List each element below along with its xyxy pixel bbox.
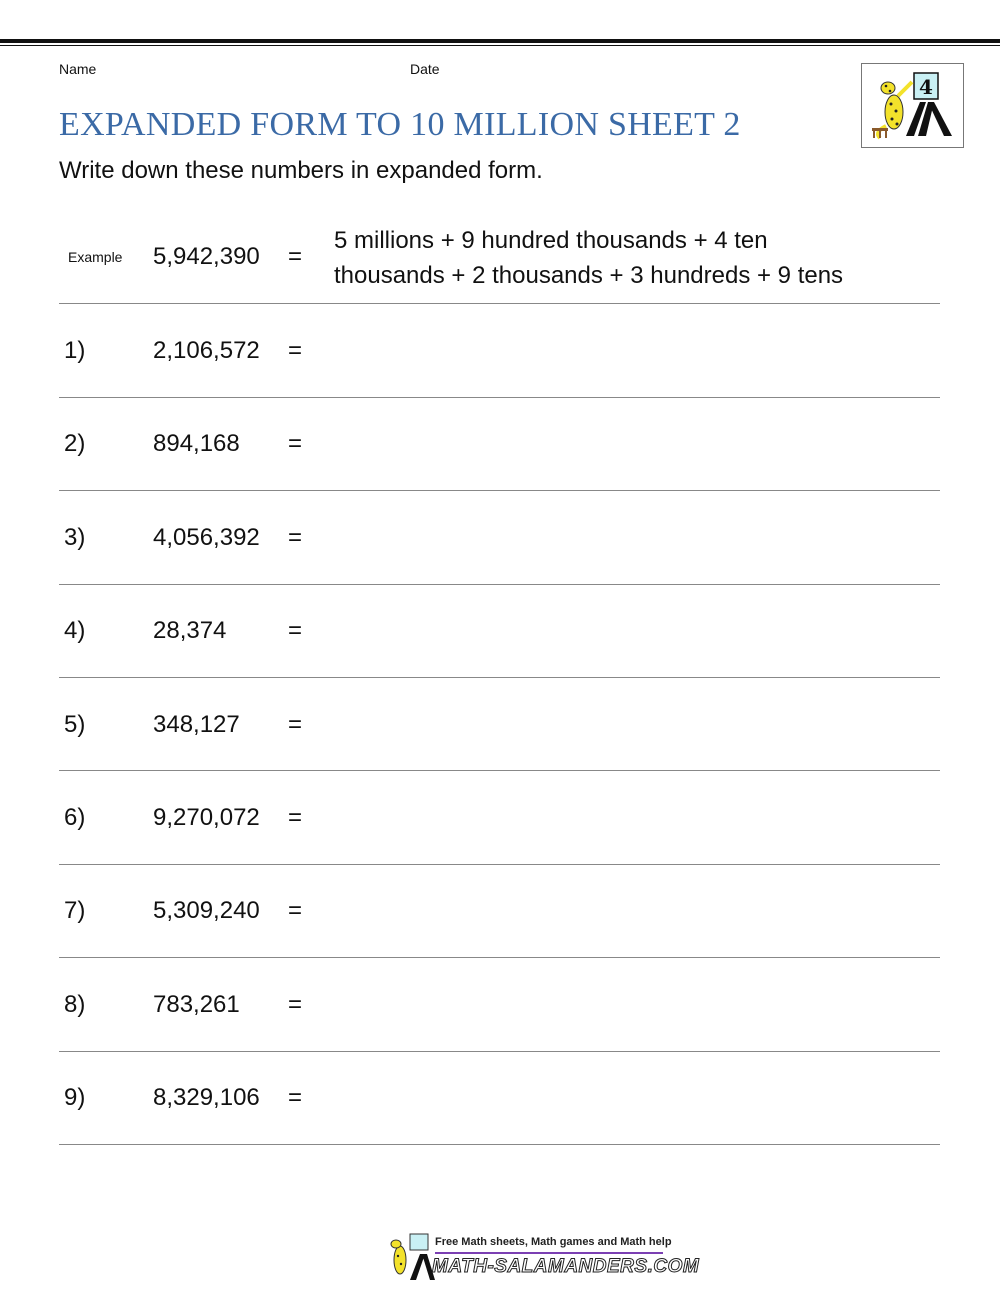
example-number: 5,942,390 <box>153 243 260 270</box>
question-number: 3) <box>64 524 86 551</box>
name-label: Name <box>59 61 97 77</box>
top-rule <box>0 39 1000 43</box>
question-value: 8,329,106 <box>153 1084 260 1111</box>
equals-sign: = <box>288 711 303 738</box>
footer-site-name: MATH-SALAMANDERS.COM <box>432 1256 700 1277</box>
question-value: 28,374 <box>153 617 227 644</box>
equals-sign: = <box>288 1084 303 1111</box>
answer-line <box>59 770 940 771</box>
question-value: 783,261 <box>153 991 240 1018</box>
question-value: 5,309,240 <box>153 897 260 924</box>
answer-line <box>59 1051 940 1052</box>
answer-line <box>59 864 940 865</box>
question-value: 894,168 <box>153 430 240 457</box>
answer-line <box>59 397 940 398</box>
footer-divider <box>435 1252 663 1254</box>
top-rule-thin <box>0 45 1000 46</box>
footer-logo <box>380 1232 700 1282</box>
question-number: 5) <box>64 711 86 738</box>
question-value: 9,270,072 <box>153 804 260 831</box>
equals-sign: = <box>288 804 303 831</box>
equals-sign: = <box>288 243 303 270</box>
question-number: 9) <box>64 1084 86 1111</box>
answer-line <box>59 957 940 958</box>
salamander-easel-icon <box>862 64 963 147</box>
example-answer-line1: 5 millions + 9 hundred thousands + 4 ten <box>334 227 768 254</box>
instructions: Write down these numbers in expanded form. <box>59 157 543 184</box>
equals-sign: = <box>288 991 303 1018</box>
question-value: 348,127 <box>153 711 240 738</box>
question-number: 4) <box>64 617 86 644</box>
svg-text:4: 4 <box>919 75 933 99</box>
equals-sign: = <box>288 337 303 364</box>
row-divider <box>59 303 940 304</box>
question-value: 2,106,572 <box>153 337 260 364</box>
question-value: 4,056,392 <box>153 524 260 551</box>
footer-tagline: Free Math sheets, Math games and Math help <box>435 1236 672 1248</box>
date-label: Date <box>410 61 440 77</box>
equals-sign: = <box>288 524 303 551</box>
answer-line <box>59 1144 940 1145</box>
equals-sign: = <box>288 897 303 924</box>
example-answer-line2: thousands + 2 thousands + 3 hundreds + 9 tens <box>334 262 844 289</box>
equals-sign: = <box>288 430 303 457</box>
page-title: EXPANDED FORM TO 10 MILLION SHEET 2 <box>59 106 741 143</box>
example-row <box>59 224 940 294</box>
answer-line <box>59 490 940 491</box>
question-number: 8) <box>64 991 86 1018</box>
answer-line <box>59 677 940 678</box>
question-number: 7) <box>64 897 86 924</box>
example-label: Example <box>68 249 123 265</box>
example-answer <box>334 223 843 293</box>
question-number: 6) <box>64 804 86 831</box>
equals-sign: = <box>288 617 303 644</box>
grade-logo <box>861 63 964 148</box>
question-number: 2) <box>64 430 86 457</box>
answer-line <box>59 584 940 585</box>
question-number: 1) <box>64 337 86 364</box>
salamander-logo-icon <box>380 1232 435 1282</box>
